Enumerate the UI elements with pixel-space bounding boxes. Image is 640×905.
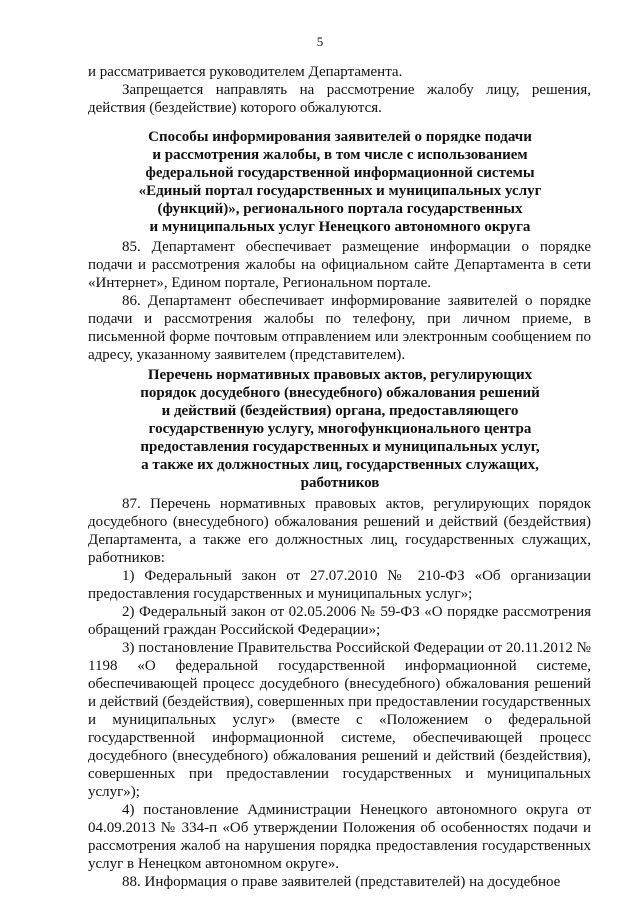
intro-block bbox=[88, 63, 591, 117]
heading-line: работников bbox=[300, 475, 380, 491]
heading-line: и действий (бездействия) органа, предоставляющего bbox=[161, 403, 519, 419]
section-heading-informing bbox=[120, 128, 560, 236]
heading-line: предоставления государственных и муниципальных услуг, bbox=[140, 439, 540, 455]
heading-line: порядок досудебного (внесудебного) обжалования решений bbox=[140, 385, 540, 401]
paragraph-87: 87. Перечень нормативных правовых актов, регулирующих порядок досудебного (внесудебного) обжалования решений и действий (бездействия) Департамента, а также его должностных лиц, государственных служащих, работников: bbox=[88, 496, 591, 566]
section-heading-legal-acts bbox=[120, 366, 560, 492]
paragraph-85: 85. Департамент обеспечивает размещение информации о порядке подачи и рассмотрения жалобы на официальном сайте Департамента в сети «Интернет», Едином портале, Региональном портале. bbox=[88, 239, 591, 291]
heading-line: и муниципальных услуг Ненецкого автономного округа bbox=[149, 219, 531, 235]
heading-line: а также их должностных лиц, государственных служащих, bbox=[141, 457, 539, 473]
list-item-2: 2) Федеральный закон от 02.05.2006 № 59-ФЗ «О порядке рассмотрения обращений граждан Российской Федерации»; bbox=[88, 604, 591, 638]
paragraph-86: 86. Департамент обеспечивает информирование заявителей о порядке подачи и рассмотрения жалобы по телефону, при личном приеме, в письменной форме почтовым отправлением или электронным сообщением по адресу, указанному заявителем (представителем). bbox=[88, 293, 591, 363]
list-item-1: 1) Федеральный закон от 27.07.2010 № 210-ФЗ «Об организации предоставления государственных и муниципальных услуг»; bbox=[88, 568, 591, 602]
heading-line: и рассмотрения жалобы, в том числе с использованием bbox=[152, 147, 528, 163]
paragraph-continuation: и рассматривается руководителем Департамента. bbox=[88, 64, 403, 80]
legal-acts-section-body bbox=[88, 495, 591, 891]
paragraph-prohibition: Запрещается направлять на рассмотрение жалобу лицу, решения, действия (бездействие) которого обжалуются. bbox=[88, 82, 591, 116]
list-item-4: 4) постановление Администрации Ненецкого автономного округа от 04.09.2013 № 334-п «Об утверждении Положения об особенностях подачи и рассмотрения жалоб на нарушения порядка предоставления государственных услуг в Ненецком автономном округе». bbox=[88, 802, 591, 872]
heading-line: федеральной государственной информационной системы bbox=[145, 165, 535, 181]
heading-line: «Единый портал государственных и муниципальных услуг bbox=[138, 183, 542, 199]
heading-line: Способы информирования заявителей о порядке подачи bbox=[148, 129, 532, 145]
heading-line: Перечень нормативных правовых актов, регулирующих bbox=[147, 367, 533, 383]
page-number: 5 bbox=[316, 34, 324, 49]
paragraph-88: 88. Информация о праве заявителей (представителей) на досудебное bbox=[122, 874, 561, 890]
list-item-3: 3) постановление Правительства Российской Федерации от 20.11.2012 № 1198 «О федеральной государственной информационной системе, обеспечивающей процесс досудебного (внесудебного) обжалования решений и действий (бездействия), совершенных при предоставлении государственных и муниципальных услуг» (вместе с «Положением о федеральной государственной информационной системе, обеспечивающей процесс досудебного (внесудебного) обжалования решений и действий (бездействия), совершенных при предоставлении государственных и муниципальных услуг»); bbox=[88, 640, 591, 800]
heading-line: (функций)», регионального портала государственных bbox=[157, 201, 523, 217]
heading-line: государственную услугу, многофункционального центра bbox=[148, 421, 532, 437]
informing-section-body bbox=[88, 238, 591, 364]
